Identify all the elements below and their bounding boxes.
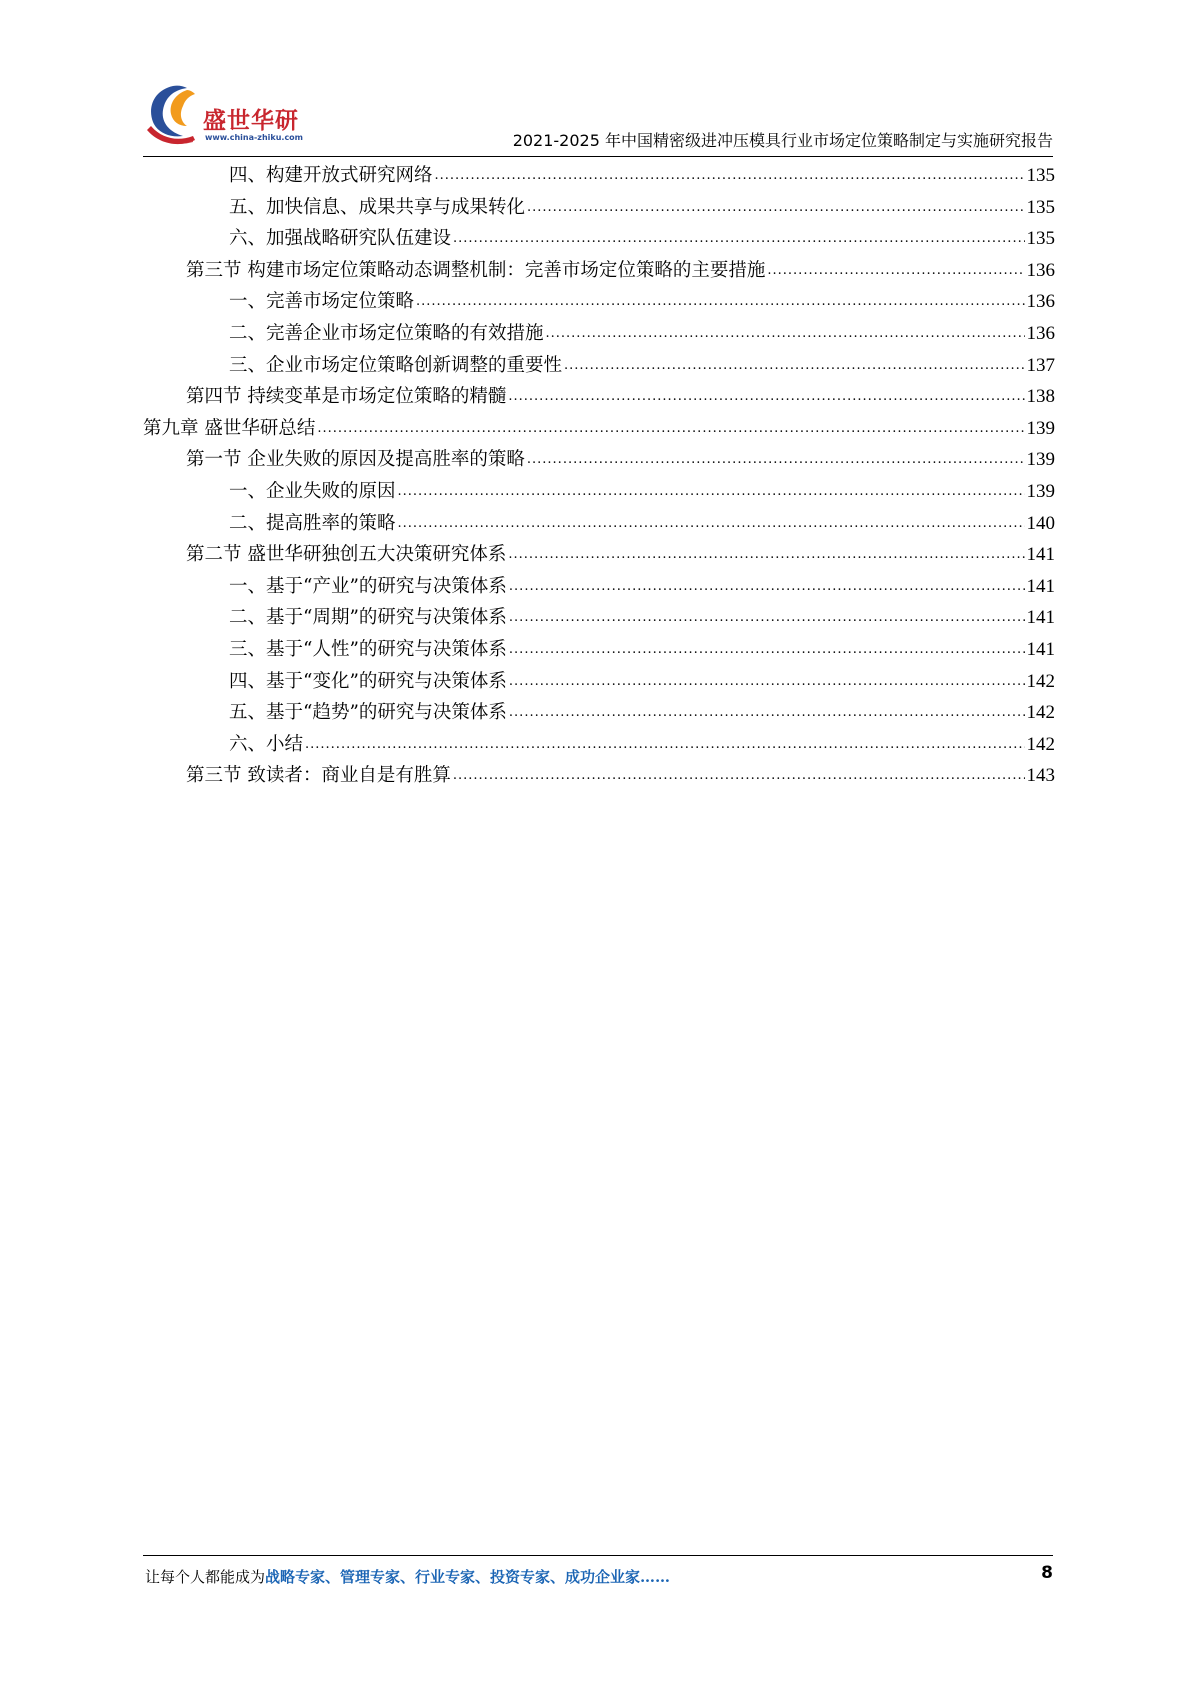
toc-entry-label: 五、基于“趋势”的研究与决策体系: [229, 702, 507, 724]
toc-entry-label: 第一节 企业失败的原因及提高胜率的策略: [186, 449, 525, 471]
page-header: [143, 80, 1053, 155]
toc-entry[interactable]: [143, 223, 1055, 255]
logo-url: www.china-zhiku.com: [205, 133, 304, 142]
toc-entry[interactable]: [143, 697, 1055, 729]
toc-entry-label: 第九章 盛世华研总结: [143, 417, 316, 439]
table-of-contents: [143, 160, 1055, 792]
toc-entry[interactable]: [143, 255, 1055, 287]
toc-entry[interactable]: [143, 760, 1055, 792]
toc-dot-leader: [527, 444, 1025, 476]
toc-entry-page: 142: [1026, 702, 1055, 724]
logo-emblem-icon: [143, 80, 205, 148]
toc-entry-page: 139: [1026, 417, 1055, 439]
toc-dot-leader: [398, 508, 1025, 540]
toc-entry-page: 141: [1026, 638, 1055, 660]
toc-entry[interactable]: [143, 666, 1055, 698]
toc-dot-leader: [508, 381, 1024, 413]
toc-entry-page: 135: [1026, 165, 1055, 186]
toc-entry[interactable]: [143, 318, 1055, 350]
toc-dot-leader: [317, 413, 1024, 445]
toc-dot-leader: [416, 286, 1024, 318]
toc-dot-leader: [767, 255, 1024, 287]
toc-dot-leader: [398, 476, 1025, 508]
toc-entry-page: 142: [1026, 733, 1055, 755]
toc-entry-page: 136: [1026, 322, 1055, 344]
company-logo: [143, 80, 313, 148]
toc-dot-leader: [508, 539, 1024, 571]
toc-entry-page: 139: [1026, 480, 1055, 502]
toc-entry-label: 六、小结: [229, 733, 304, 755]
toc-dot-leader: [509, 634, 1025, 666]
toc-entry[interactable]: [143, 476, 1055, 508]
toc-dot-leader: [564, 350, 1024, 382]
toc-entry-label: 第二节 盛世华研独创五大决策研究体系: [186, 544, 507, 566]
toc-entry-label: 二、基于“周期”的研究与决策体系: [229, 607, 507, 629]
toc-dot-leader: [509, 666, 1025, 698]
toc-entry-label: 六、加强战略研究队伍建设: [229, 228, 452, 250]
toc-entry-label: 五、加快信息、成果共享与成果转化: [229, 196, 526, 218]
toc-entry-page: 141: [1026, 575, 1055, 597]
toc-entry-page: 140: [1026, 512, 1055, 534]
toc-entry[interactable]: [143, 413, 1055, 445]
toc-entry-label: 一、完善市场定位策略: [229, 291, 415, 313]
toc-entry-label: 三、企业市场定位策略创新调整的重要性: [229, 354, 563, 376]
toc-entry-label: 二、提高胜率的策略: [229, 512, 396, 534]
toc-dot-leader: [435, 160, 1025, 192]
toc-entry-page: 136: [1026, 291, 1055, 313]
toc-entry-page: 142: [1026, 670, 1055, 692]
document-title: 2021-2025 年中国精密级进冲压模具行业市场定位策略制定与实施研究报告: [512, 131, 1053, 150]
toc-entry-label: 一、企业失败的原因: [229, 480, 396, 502]
logo-name: 盛世华研: [203, 108, 299, 134]
toc-entry[interactable]: [143, 350, 1055, 382]
toc-entry-label: 第三节 致读者：商业自是有胜算: [186, 765, 451, 787]
toc-dot-leader: [527, 192, 1024, 224]
toc-entry-page: 139: [1026, 449, 1055, 471]
toc-dot-leader: [453, 223, 1024, 255]
toc-entry-page: 141: [1026, 607, 1055, 629]
toc-entry[interactable]: [143, 571, 1055, 603]
toc-entry[interactable]: [143, 602, 1055, 634]
toc-dot-leader: [453, 760, 1025, 792]
toc-entry-label: 第三节 构建市场定位策略动态调整机制：完善市场定位策略的主要措施: [186, 259, 766, 281]
slogan-highlight: 战略专家、管理专家、行业专家、投资专家、成功企业家……: [265, 1568, 671, 1586]
toc-entry[interactable]: [143, 729, 1055, 761]
toc-entry[interactable]: [143, 381, 1055, 413]
toc-entry-page: 136: [1026, 259, 1055, 281]
toc-entry-label: 一、基于“产业”的研究与决策体系: [229, 575, 507, 597]
toc-dot-leader: [509, 602, 1025, 634]
toc-entry[interactable]: [143, 444, 1055, 476]
toc-entry-page: 135: [1026, 228, 1055, 250]
toc-entry[interactable]: [143, 634, 1055, 666]
footer-divider: [143, 1555, 1053, 1556]
toc-entry-label: 第四节 持续变革是市场定位策略的精髓: [186, 386, 507, 408]
toc-entry[interactable]: [143, 539, 1055, 571]
toc-entry-page: 141: [1026, 544, 1055, 566]
toc-entry-label: 四、基于“变化”的研究与决策体系: [229, 670, 507, 692]
toc-dot-leader: [509, 697, 1025, 729]
slogan-lead: 让每个人都能成为: [145, 1568, 266, 1586]
toc-entry-page: 143: [1026, 765, 1055, 787]
footer-slogan: [145, 1566, 670, 1587]
toc-entry[interactable]: [143, 160, 1055, 192]
toc-entry-label: 三、基于“人性”的研究与决策体系: [229, 638, 507, 660]
header-divider: [143, 156, 1053, 157]
toc-entry-page: 135: [1026, 196, 1055, 218]
toc-dot-leader: [305, 729, 1024, 761]
toc-entry-label: 四、构建开放式研究网络: [229, 165, 433, 186]
toc-entry[interactable]: [143, 286, 1055, 318]
toc-entry[interactable]: [143, 508, 1055, 540]
toc-entry-label: 二、完善企业市场定位策略的有效措施: [229, 322, 544, 344]
toc-entry[interactable]: [143, 192, 1055, 224]
page-number: 8: [1041, 1563, 1053, 1583]
toc-entry-page: 138: [1026, 386, 1055, 408]
toc-entry-page: 137: [1026, 354, 1055, 376]
toc-dot-leader: [546, 318, 1025, 350]
toc-dot-leader: [509, 571, 1025, 603]
